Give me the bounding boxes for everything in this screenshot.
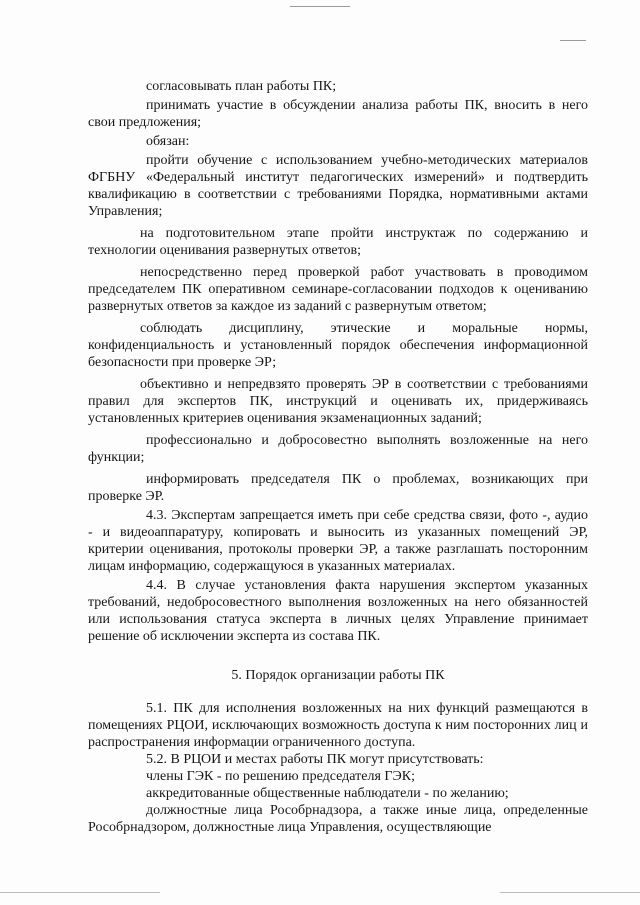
scan-artifact <box>560 40 586 41</box>
paragraph: принимать участие в обсуждении анализа работы ПК, вносить в него свои предложения; <box>88 98 588 130</box>
paragraph: на подготовительном этапе пройти инструктаж по содержанию и технологии оценивания развернутых ответов; <box>88 226 588 258</box>
paragraph: 5.1. ПК для исполнения возложенных на них функций размещаются в помещениях РЦОИ, исключающих возможность доступа к ним посторонних лиц и распространения информации ограниченного доступа. <box>88 701 588 750</box>
paragraph: члены ГЭК - по решению председателя ГЭК; <box>146 769 415 784</box>
paragraph: непосредственно перед проверкой работ участвовать в проводимом председателем ПК оперативном семинаре-согласовании подходов к оцениванию развернутых ответов за каждое из заданий с развернутым ответом; <box>88 265 588 314</box>
section-heading: 5. Порядок организации работы ПК <box>231 668 445 683</box>
paragraph: информировать председателя ПК о проблемах, возникающих при проверке ЭР. <box>88 472 588 504</box>
paragraph: обязан: <box>146 134 190 149</box>
scan-edge-line <box>500 892 640 893</box>
paragraph: 4.3. Экспертам запрещается иметь при себе средства связи, фото -, аудио - и видеоаппаратуру, копировать и выносить из указанных помещений ЭР, критерии оценивания, протоколы проверки ЭР, а также разглашать посторонним лицам информацию, содержащуюся в указанных материалах. <box>88 508 588 574</box>
paragraph: аккредитованные общественные наблюдатели - по желанию; <box>146 786 509 801</box>
paragraph: соблюдать дисциплину, этические и моральные нормы, конфиденциальность и установленный порядок обеспечения информационной безопасности при проверке ЭР; <box>88 321 588 370</box>
paragraph: 5.2. В РЦОИ и местах работы ПК могут присутствовать: <box>146 752 484 767</box>
scan-edge-line <box>0 892 160 893</box>
document-body <box>88 78 588 836</box>
scan-artifact <box>290 6 350 7</box>
paragraph: 4.4. В случае установления факта нарушения экспертом указанных требований, недобросовестного выполнения возложенных на него обязанностей или использования статуса эксперта в личных целях Управление принимает решение об исключении эксперта из состава ПК. <box>88 578 588 644</box>
paragraph: объективно и непредвзято проверять ЭР в соответствии с требованиями правил для экспертов ПК, инструкций и оценивать их, придерживаясь установленных критериев оценивания экзаменационных заданий; <box>88 377 588 426</box>
paragraph: согласовывать план работы ПК; <box>146 79 337 94</box>
paragraph: профессионально и добросовестно выполнять возложенные на него функции; <box>88 433 588 465</box>
paragraph: должностные лица Рособрнадзора, а также иные лица, определенные Рособрнадзором, должностные лица Управления, осуществляющие <box>88 803 588 835</box>
paragraph: пройти обучение с использованием учебно-методических материалов ФГБНУ «Федеральный институт педагогических измерений» и подтвердить квалификацию в соответствии с требованиями Порядка, нормативными актами Управления; <box>88 153 588 219</box>
